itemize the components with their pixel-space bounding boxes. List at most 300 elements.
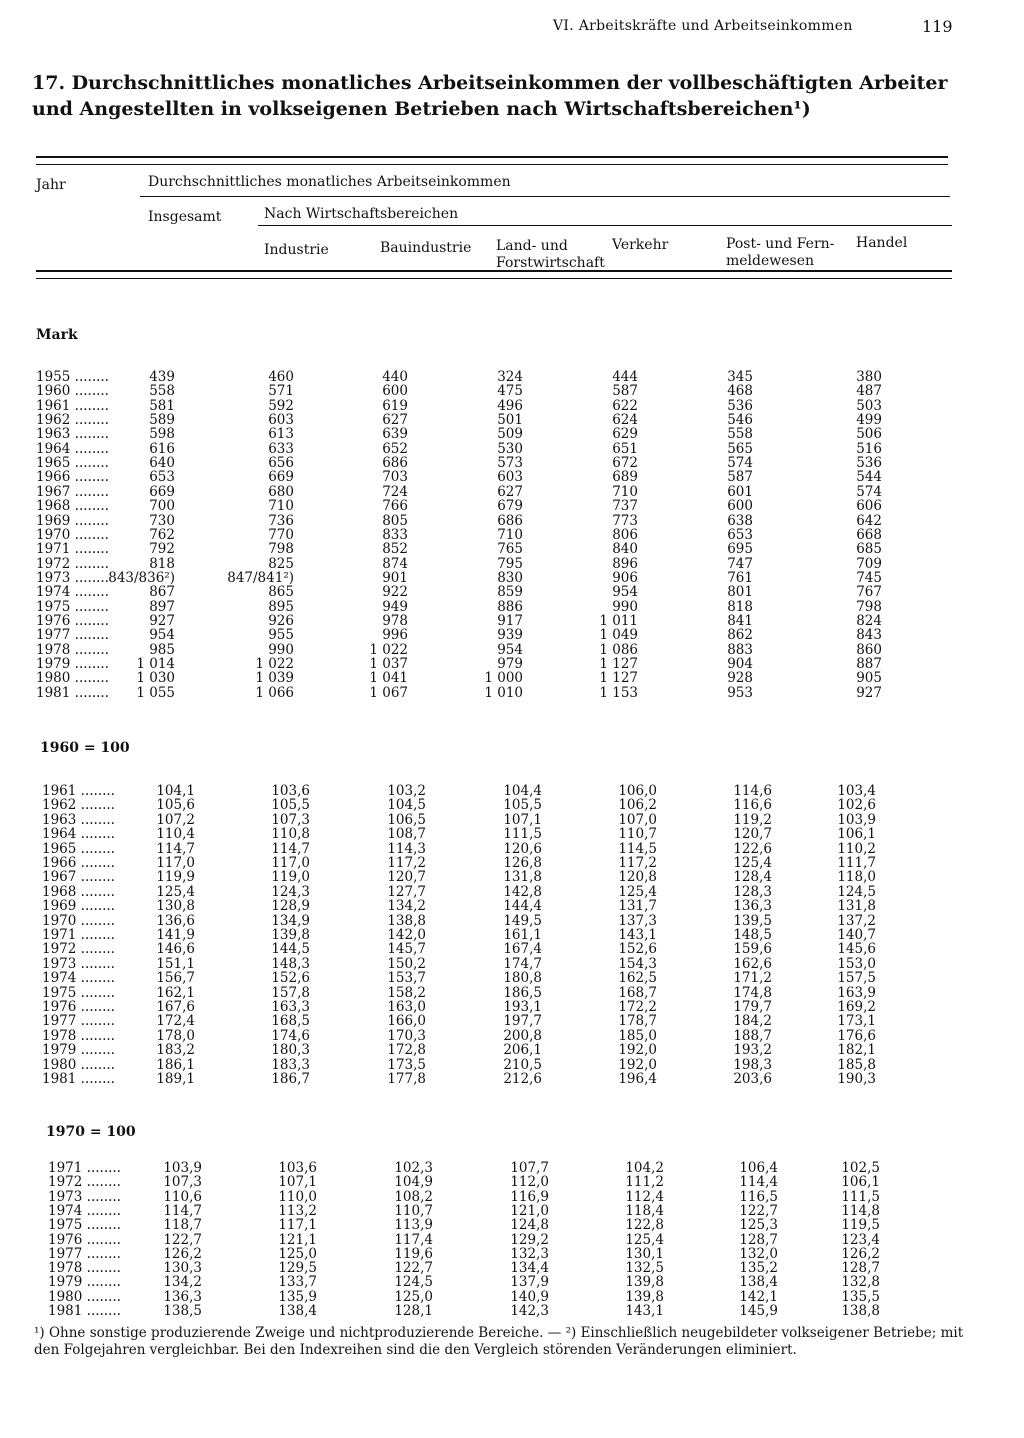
transport-cell: 118,4 <box>625 1202 664 1219</box>
table-row <box>0 427 1024 441</box>
industry-cell: 113,2 <box>278 1202 317 1219</box>
industry-cell: 710 <box>268 498 294 515</box>
post-cell: 171,2 <box>733 970 772 987</box>
trade-cell: 126,2 <box>841 1245 880 1262</box>
construction-cell: 170,3 <box>387 1027 426 1044</box>
agriculture-cell: 107,7 <box>510 1160 549 1176</box>
transport-cell: 906 <box>612 569 638 586</box>
total-cell: 136,3 <box>163 1288 202 1305</box>
year-cell: 1961 ........ <box>36 397 109 414</box>
transport-cell: 185,0 <box>618 1027 657 1044</box>
transport-cell: 1 011 <box>599 612 638 629</box>
trade-cell: 138,8 <box>841 1303 880 1319</box>
construction-cell: 901 <box>382 569 408 586</box>
industry-cell: 865 <box>268 584 294 601</box>
table-row <box>0 614 1024 628</box>
footnotes: ¹) Ohne sonstige produzierende Zweige und nichtproduzierende Bereiche. — ²) Einschließlich neugebildeter volkseigener Betriebe; mit den Folgejahren vergleichbar. Bei den Indexreihen sind die den Vergleich störenden Veränderungen eliminiert. <box>34 1325 964 1358</box>
industry-cell: 152,6 <box>271 970 310 987</box>
running-head: VI. Arbeitskräfte und Arbeitseinkommen <box>553 18 853 34</box>
table-row <box>0 1204 1024 1218</box>
post-cell: 116,5 <box>739 1188 778 1205</box>
industry-cell: 955 <box>268 627 294 644</box>
agriculture-cell: 134,4 <box>510 1260 549 1277</box>
construction-cell: 134,2 <box>387 898 426 915</box>
post-cell: 148,5 <box>733 927 772 943</box>
total-cell: 818 <box>149 555 175 572</box>
construction-cell: 922 <box>382 584 408 601</box>
construction-cell: 852 <box>382 541 408 558</box>
construction-cell: 117,4 <box>394 1231 433 1248</box>
agriculture-cell: 1 010 <box>484 684 523 701</box>
construction-cell: 874 <box>382 555 408 572</box>
header-post <box>726 236 834 270</box>
year-cell: 1967 ........ <box>42 869 115 886</box>
agriculture-cell: 917 <box>497 612 523 629</box>
post-cell: 587 <box>727 469 753 486</box>
trade-cell: 176,6 <box>837 1027 876 1044</box>
agriculture-cell: 131,8 <box>503 869 542 886</box>
total-cell: 927 <box>149 612 175 629</box>
transport-cell: 125,4 <box>625 1231 664 1248</box>
industry-cell: 144,5 <box>271 941 310 958</box>
trade-cell: 137,2 <box>837 912 876 929</box>
header-transport: Verkehr <box>612 237 669 253</box>
transport-cell: 192,0 <box>618 1056 657 1073</box>
transport-cell: 1 153 <box>599 684 638 701</box>
post-cell: 198,3 <box>733 1056 772 1073</box>
transport-cell: 624 <box>612 412 638 429</box>
table-row <box>0 557 1024 571</box>
post-cell: 128,3 <box>733 883 772 900</box>
header-post-line2: meldewesen <box>726 253 815 269</box>
industry-cell: 174,6 <box>271 1027 310 1044</box>
table-row <box>0 384 1024 398</box>
construction-cell: 639 <box>382 426 408 443</box>
transport-cell: 710 <box>612 483 638 500</box>
header-agriculture-line2: Forstwirtschaft <box>496 255 605 271</box>
construction-cell: 978 <box>382 612 408 629</box>
year-cell: 1976 ........ <box>42 999 115 1015</box>
total-cell: 843/836²) <box>108 569 175 586</box>
table-row <box>0 1000 1024 1014</box>
year-cell: 1971 ........ <box>42 927 115 943</box>
transport-cell: 110,7 <box>618 826 657 843</box>
trade-cell: 153,0 <box>837 955 876 972</box>
table-row <box>0 957 1024 971</box>
table-row <box>0 899 1024 913</box>
header-post-line1: Post- und Fern- <box>726 236 835 252</box>
agriculture-cell: 795 <box>497 555 523 572</box>
construction-cell: 652 <box>382 440 408 457</box>
agriculture-cell: 140,9 <box>510 1288 549 1305</box>
agriculture-cell: 886 <box>497 598 523 615</box>
header-construction: Bauindustrie <box>380 240 472 256</box>
transport-cell: 651 <box>612 440 638 457</box>
agriculture-cell: 496 <box>497 397 523 414</box>
year-cell: 1970 ........ <box>36 526 109 543</box>
total-cell: 792 <box>149 541 175 558</box>
total-cell: 162,1 <box>156 984 195 1001</box>
total-cell: 867 <box>149 584 175 601</box>
post-cell: 125,3 <box>739 1217 778 1234</box>
header-agriculture <box>496 238 605 272</box>
industry-cell: 133,7 <box>278 1274 317 1291</box>
year-cell: 1963 ........ <box>42 811 115 828</box>
table-row <box>0 370 1024 384</box>
agriculture-cell: 830 <box>497 569 523 586</box>
trade-cell: 860 <box>856 641 882 658</box>
construction-cell: 117,2 <box>387 855 426 871</box>
transport-cell: 1 086 <box>599 641 638 658</box>
total-cell: 134,2 <box>163 1274 202 1291</box>
agriculture-cell: 859 <box>497 584 523 601</box>
industry-cell: 105,5 <box>271 797 310 814</box>
post-cell: 558 <box>727 426 753 443</box>
year-cell: 1962 ........ <box>36 412 109 429</box>
year-cell: 1972 ........ <box>42 941 115 958</box>
agriculture-cell: 144,4 <box>503 898 542 915</box>
agriculture-cell: 573 <box>497 455 523 472</box>
agriculture-cell: 603 <box>497 469 523 486</box>
year-cell: 1973 ........ <box>42 955 115 972</box>
table-row <box>0 628 1024 642</box>
construction-cell: 996 <box>382 627 408 644</box>
agriculture-cell: 142,3 <box>510 1303 549 1319</box>
post-cell: 862 <box>727 627 753 644</box>
post-cell: 574 <box>727 455 753 472</box>
table-row <box>0 1290 1024 1304</box>
total-cell: 589 <box>149 412 175 429</box>
trade-cell: 767 <box>856 584 882 601</box>
agriculture-cell: 105,5 <box>503 797 542 814</box>
post-cell: 565 <box>727 440 753 457</box>
industry-cell: 798 <box>268 541 294 558</box>
agriculture-cell: 186,5 <box>503 984 542 1001</box>
section-label-1960-index: 1960 = 100 <box>40 740 130 756</box>
year-cell: 1965 ........ <box>36 455 109 472</box>
construction-cell: 122,7 <box>394 1260 433 1277</box>
year-cell: 1975 ........ <box>36 598 109 615</box>
year-cell: 1968 ........ <box>36 498 109 515</box>
total-cell: 985 <box>149 641 175 658</box>
agriculture-cell: 167,4 <box>503 941 542 958</box>
year-cell: 1973 ........ <box>48 1188 121 1205</box>
industry-cell: 656 <box>268 455 294 472</box>
construction-cell: 150,2 <box>387 955 426 972</box>
table-row <box>0 542 1024 556</box>
table-row <box>0 470 1024 484</box>
industry-cell: 125,0 <box>278 1245 317 1262</box>
construction-cell: 627 <box>382 412 408 429</box>
agriculture-cell: 142,8 <box>503 883 542 900</box>
total-cell: 730 <box>149 512 175 529</box>
trade-cell: 574 <box>856 483 882 500</box>
construction-cell: 173,5 <box>387 1056 426 1073</box>
agriculture-cell: 111,5 <box>503 826 542 843</box>
industry-cell: 603 <box>268 412 294 429</box>
post-cell: 468 <box>727 383 753 400</box>
trade-cell: 506 <box>856 426 882 443</box>
post-cell: 179,7 <box>733 999 772 1015</box>
post-cell: 136,3 <box>733 898 772 915</box>
transport-cell: 840 <box>612 541 638 558</box>
agriculture-cell: 939 <box>497 627 523 644</box>
year-cell: 1970 ........ <box>42 912 115 929</box>
section-label-1970-index: 1970 = 100 <box>46 1124 136 1140</box>
agriculture-cell: 124,8 <box>510 1217 549 1234</box>
construction-cell: 110,7 <box>394 1202 433 1219</box>
trade-cell: 685 <box>856 541 882 558</box>
industry-cell: 770 <box>268 526 294 543</box>
construction-cell: 145,7 <box>387 941 426 958</box>
transport-cell: 106,0 <box>618 783 657 799</box>
table-row <box>0 1233 1024 1247</box>
industry-cell: 103,6 <box>278 1160 317 1176</box>
total-cell: 762 <box>149 526 175 543</box>
total-cell: 1 030 <box>136 670 175 687</box>
trade-cell: 128,7 <box>841 1260 880 1277</box>
construction-cell: 104,5 <box>387 797 426 814</box>
table-row <box>0 485 1024 499</box>
transport-cell: 629 <box>612 426 638 443</box>
trade-cell: 119,5 <box>841 1217 880 1234</box>
agriculture-cell: 149,5 <box>503 912 542 929</box>
industry-cell: 110,8 <box>271 826 310 843</box>
total-cell: 558 <box>149 383 175 400</box>
total-cell: 954 <box>149 627 175 644</box>
trade-cell: 487 <box>856 383 882 400</box>
header-rule-top <box>36 156 948 158</box>
construction-cell: 102,3 <box>394 1160 433 1176</box>
table-row <box>0 971 1024 985</box>
post-cell: 601 <box>727 483 753 500</box>
trade-cell: 499 <box>856 412 882 429</box>
post-cell: 162,6 <box>733 955 772 972</box>
trade-cell: 102,6 <box>837 797 876 814</box>
table-row <box>0 571 1024 585</box>
trade-cell: 110,2 <box>837 840 876 857</box>
table-row <box>0 914 1024 928</box>
trade-cell: 169,2 <box>837 999 876 1015</box>
industry-cell: 114,7 <box>271 840 310 857</box>
industry-cell: 124,3 <box>271 883 310 900</box>
construction-cell: 106,5 <box>387 811 426 828</box>
transport-cell: 107,0 <box>618 811 657 828</box>
year-cell: 1968 ........ <box>42 883 115 900</box>
transport-cell: 114,5 <box>618 840 657 857</box>
industry-cell: 633 <box>268 440 294 457</box>
agriculture-cell: 112,0 <box>510 1174 549 1191</box>
year-cell: 1980 ........ <box>36 670 109 687</box>
trade-cell: 887 <box>856 656 882 672</box>
total-cell: 640 <box>149 455 175 472</box>
table-title: 17. Durchschnittliches monatliches Arbeitseinkommen der vollbeschäftigten Arbeiter und Angestellten in volkseigenen Betrieben nach Wirtschaftsbereichen¹) <box>32 72 948 120</box>
post-cell: 818 <box>727 598 753 615</box>
year-cell: 1981 ........ <box>42 1071 115 1087</box>
table-row <box>0 928 1024 942</box>
year-cell: 1964 ........ <box>42 826 115 843</box>
post-cell: 119,2 <box>733 811 772 828</box>
trade-cell: 668 <box>856 526 882 543</box>
transport-cell: 737 <box>612 498 638 515</box>
total-cell: 117,0 <box>156 855 195 871</box>
year-cell: 1976 ........ <box>36 612 109 629</box>
industry-cell: 163,3 <box>271 999 310 1015</box>
trade-cell: 185,8 <box>837 1056 876 1073</box>
trade-cell: 140,7 <box>837 927 876 943</box>
section-label-mark: Mark <box>36 327 78 343</box>
trade-cell: 106,1 <box>841 1174 880 1191</box>
industry-cell: 669 <box>268 469 294 486</box>
industry-cell: 134,9 <box>271 912 310 929</box>
header-group: Durchschnittliches monatliches Arbeitseinkommen <box>148 174 511 190</box>
transport-cell: 139,8 <box>625 1288 664 1305</box>
industry-cell: 1 039 <box>255 670 294 687</box>
post-cell: 928 <box>727 670 753 687</box>
header-trade: Handel <box>856 235 908 251</box>
total-cell: 107,2 <box>156 811 195 828</box>
table-row <box>0 1175 1024 1189</box>
table-row <box>0 1190 1024 1204</box>
agriculture-cell: 324 <box>497 369 523 385</box>
year-cell: 1964 ........ <box>36 440 109 457</box>
transport-cell: 152,6 <box>618 941 657 958</box>
year-cell: 1974 ........ <box>48 1202 121 1219</box>
year-cell: 1980 ........ <box>48 1288 121 1305</box>
agriculture-cell: 116,9 <box>510 1188 549 1205</box>
construction-cell: 120,7 <box>387 869 426 886</box>
transport-cell: 143,1 <box>625 1303 664 1319</box>
trade-cell: 709 <box>856 555 882 572</box>
transport-cell: 122,8 <box>625 1217 664 1234</box>
construction-cell: 166,0 <box>387 1013 426 1030</box>
year-cell: 1975 ........ <box>48 1217 121 1234</box>
table-row <box>0 1218 1024 1232</box>
table-row <box>0 456 1024 470</box>
total-cell: 103,9 <box>163 1160 202 1176</box>
construction-cell: 177,8 <box>387 1071 426 1087</box>
total-cell: 897 <box>149 598 175 615</box>
year-cell: 1974 ........ <box>36 584 109 601</box>
post-cell: 138,4 <box>739 1274 778 1291</box>
agriculture-cell: 206,1 <box>503 1042 542 1059</box>
total-cell: 616 <box>149 440 175 457</box>
post-cell: 145,9 <box>739 1303 778 1319</box>
year-cell: 1965 ........ <box>42 840 115 857</box>
year-cell: 1981 ........ <box>36 684 109 701</box>
trade-cell: 173,1 <box>837 1013 876 1030</box>
industry-cell: 180,3 <box>271 1042 310 1059</box>
agriculture-cell: 137,9 <box>510 1274 549 1291</box>
table-row <box>0 798 1024 812</box>
transport-cell: 117,2 <box>618 855 657 871</box>
page-number: 119 <box>922 17 953 36</box>
agriculture-cell: 979 <box>497 656 523 672</box>
agriculture-cell: 129,2 <box>510 1231 549 1248</box>
industry-cell: 103,6 <box>271 783 310 799</box>
industry-cell: 183,3 <box>271 1056 310 1073</box>
table-row <box>0 1161 1024 1175</box>
post-cell: 184,2 <box>733 1013 772 1030</box>
year-cell: 1977 ........ <box>42 1013 115 1030</box>
construction-cell: 119,6 <box>394 1245 433 1262</box>
transport-cell: 672 <box>612 455 638 472</box>
transport-cell: 143,1 <box>618 927 657 943</box>
transport-cell: 130,1 <box>625 1245 664 1262</box>
year-cell: 1978 ........ <box>42 1027 115 1044</box>
total-cell: 122,7 <box>163 1231 202 1248</box>
table-row <box>0 842 1024 856</box>
construction-cell: 153,7 <box>387 970 426 987</box>
table-row <box>0 986 1024 1000</box>
trade-cell: 182,1 <box>837 1042 876 1059</box>
agriculture-cell: 1 000 <box>484 670 523 687</box>
agriculture-cell: 126,8 <box>503 855 542 871</box>
industry-cell: 157,8 <box>271 984 310 1001</box>
agriculture-cell: 197,7 <box>503 1013 542 1030</box>
post-cell: 120,7 <box>733 826 772 843</box>
table-row <box>0 499 1024 513</box>
post-cell: 125,4 <box>733 855 772 871</box>
table-row <box>0 413 1024 427</box>
industry-cell: 613 <box>268 426 294 443</box>
construction-cell: 703 <box>382 469 408 486</box>
industry-cell: 186,7 <box>271 1071 310 1087</box>
construction-cell: 103,2 <box>387 783 426 799</box>
trade-cell: 123,4 <box>841 1231 880 1248</box>
agriculture-cell: 627 <box>497 483 523 500</box>
table-row <box>0 1043 1024 1057</box>
industry-cell: 895 <box>268 598 294 615</box>
post-cell: 128,4 <box>733 869 772 886</box>
transport-cell: 954 <box>612 584 638 601</box>
trade-cell: 106,1 <box>837 826 876 843</box>
total-cell: 110,6 <box>163 1188 202 1205</box>
agriculture-cell: 121,0 <box>510 1202 549 1219</box>
transport-cell: 444 <box>612 369 638 385</box>
post-cell: 638 <box>727 512 753 529</box>
construction-cell: 440 <box>382 369 408 385</box>
post-cell: 953 <box>727 684 753 701</box>
year-cell: 1977 ........ <box>36 627 109 644</box>
construction-cell: 619 <box>382 397 408 414</box>
table-row <box>0 671 1024 685</box>
year-cell: 1972 ........ <box>48 1174 121 1191</box>
header-rule-bottom <box>36 270 952 272</box>
header-year: Jahr <box>36 177 66 193</box>
table-row <box>0 442 1024 456</box>
year-cell: 1979 ........ <box>48 1274 121 1291</box>
post-cell: 546 <box>727 412 753 429</box>
trade-cell: 103,4 <box>837 783 876 799</box>
post-cell: 600 <box>727 498 753 515</box>
post-cell: 904 <box>727 656 753 672</box>
total-cell: 183,2 <box>156 1042 195 1059</box>
agriculture-cell: 501 <box>497 412 523 429</box>
post-cell: 106,4 <box>739 1160 778 1176</box>
construction-cell: 114,3 <box>387 840 426 857</box>
table-row <box>0 885 1024 899</box>
industry-cell: 129,5 <box>278 1260 317 1277</box>
year-cell: 1955 ........ <box>36 369 109 385</box>
transport-cell: 106,2 <box>618 797 657 814</box>
transport-cell: 120,8 <box>618 869 657 886</box>
trade-cell: 124,5 <box>837 883 876 900</box>
year-cell: 1969 ........ <box>36 512 109 529</box>
header-rule-thin <box>36 164 948 165</box>
industry-cell: 138,4 <box>278 1303 317 1319</box>
construction-cell: 805 <box>382 512 408 529</box>
